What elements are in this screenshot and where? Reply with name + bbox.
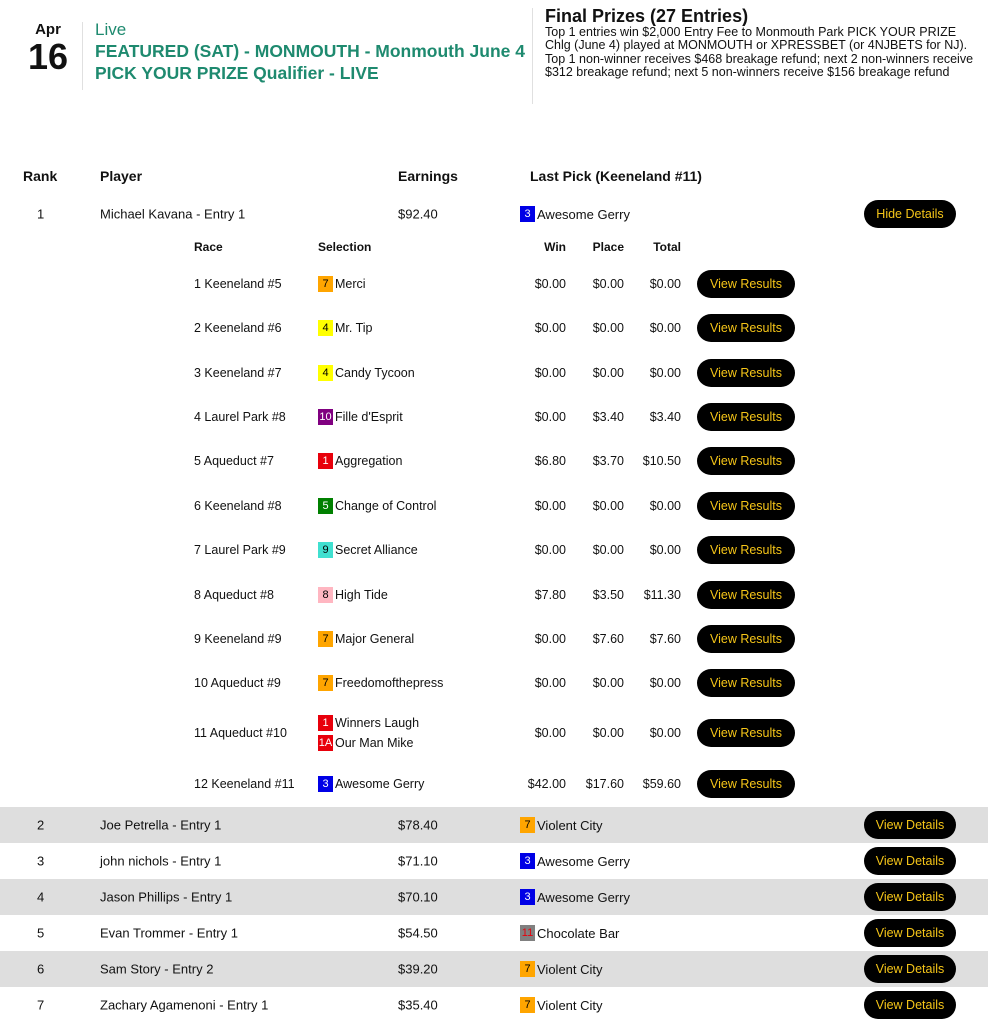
total-cell: $0.00 bbox=[649, 321, 681, 335]
win-cell: $0.00 bbox=[534, 366, 566, 380]
pick-horse-name: Violent City bbox=[537, 817, 603, 833]
race-cell: 12 Keeneland #11 bbox=[194, 777, 295, 791]
race-cell: 5 Aqueduct #7 bbox=[194, 454, 274, 468]
earnings-cell: $39.20 bbox=[398, 961, 438, 977]
place-cell: $0.00 bbox=[592, 277, 624, 291]
selection-cell bbox=[318, 540, 418, 560]
details-row bbox=[0, 707, 988, 759]
rank-cell: 2 bbox=[37, 817, 45, 833]
table-row bbox=[0, 987, 988, 1023]
win-cell: $0.00 bbox=[534, 499, 566, 513]
divider bbox=[82, 22, 83, 90]
view-results-button[interactable]: View Results bbox=[697, 581, 795, 609]
details-row bbox=[0, 619, 988, 659]
selection-cell bbox=[318, 585, 388, 605]
earnings-cell: $92.40 bbox=[398, 206, 438, 222]
win-cell: $0.00 bbox=[534, 277, 566, 291]
selection-line bbox=[318, 585, 388, 605]
total-cell: $7.60 bbox=[649, 632, 681, 646]
player-name: Jason Phillips - Entry 1 bbox=[100, 889, 233, 905]
col-last-pick: Last Pick (Keeneland #11) bbox=[530, 168, 702, 184]
pick-horse-name: Violent City bbox=[537, 961, 603, 977]
saddle-number-badge: 4 bbox=[318, 365, 333, 381]
view-details-button[interactable]: View Details bbox=[864, 919, 956, 947]
details-row bbox=[0, 575, 988, 615]
event-title-block bbox=[95, 20, 525, 84]
table-row bbox=[0, 879, 988, 915]
pick-horse-name: Awesome Gerry bbox=[537, 853, 630, 869]
date-day: 16 bbox=[27, 36, 69, 77]
race-cell: 7 Laurel Park #9 bbox=[194, 543, 286, 557]
view-results-button[interactable]: View Results bbox=[697, 719, 795, 747]
saddle-number-badge: 3 bbox=[520, 889, 535, 905]
view-results-button[interactable]: View Results bbox=[697, 359, 795, 387]
selection-line bbox=[318, 451, 402, 471]
details-row bbox=[0, 663, 988, 703]
win-cell: $0.00 bbox=[534, 676, 566, 690]
hide-details-button[interactable]: Hide Details bbox=[864, 200, 956, 228]
saddle-number-badge: 8 bbox=[318, 587, 333, 603]
details-row bbox=[0, 764, 988, 804]
selection-line bbox=[318, 274, 366, 294]
earnings-cell: $71.10 bbox=[398, 853, 438, 869]
win-cell: $0.00 bbox=[534, 321, 566, 335]
col-rank: Rank bbox=[23, 168, 58, 184]
horse-name: Mr. Tip bbox=[335, 321, 373, 335]
last-pick-cell bbox=[520, 925, 619, 941]
selection-cell bbox=[318, 363, 415, 383]
total-cell: $0.00 bbox=[649, 366, 681, 380]
selection-cell bbox=[318, 451, 402, 471]
place-cell: $0.00 bbox=[592, 366, 624, 380]
view-results-button[interactable]: View Results bbox=[697, 492, 795, 520]
view-details-button[interactable]: View Details bbox=[864, 811, 956, 839]
player-name: john nichols - Entry 1 bbox=[100, 853, 222, 869]
place-cell: $3.50 bbox=[592, 588, 624, 602]
pick-horse-name: Awesome Gerry bbox=[537, 206, 630, 222]
rank-cell: 7 bbox=[37, 997, 45, 1013]
player-name: Zachary Agamenoni - Entry 1 bbox=[100, 997, 269, 1013]
total-cell: $0.00 bbox=[649, 676, 681, 690]
selection-line bbox=[318, 363, 415, 383]
race-cell: 3 Keeneland #7 bbox=[194, 366, 282, 380]
details-header bbox=[0, 240, 988, 256]
total-cell: $0.00 bbox=[649, 543, 681, 557]
race-cell: 11 Aqueduct #10 bbox=[194, 726, 287, 740]
details-col-selection: Selection bbox=[318, 240, 372, 254]
total-cell: $0.00 bbox=[649, 277, 681, 291]
details-row bbox=[0, 308, 988, 348]
last-pick-cell bbox=[520, 853, 630, 869]
race-cell: 1 Keeneland #5 bbox=[194, 277, 282, 291]
view-details-button[interactable]: View Details bbox=[864, 847, 956, 875]
horse-name: High Tide bbox=[335, 588, 388, 602]
pick-horse-name: Chocolate Bar bbox=[537, 925, 620, 941]
view-results-button[interactable]: View Results bbox=[697, 669, 795, 697]
selection-line bbox=[318, 713, 419, 733]
place-cell: $0.00 bbox=[592, 543, 624, 557]
view-results-button[interactable]: View Results bbox=[697, 536, 795, 564]
horse-name: Change of Control bbox=[335, 499, 437, 513]
selection-cell bbox=[318, 496, 436, 516]
selection-cell bbox=[318, 673, 443, 693]
divider bbox=[532, 8, 533, 104]
details-row bbox=[0, 353, 988, 393]
place-cell: $0.00 bbox=[592, 499, 624, 513]
race-cell: 8 Aqueduct #8 bbox=[194, 588, 274, 602]
rank-cell: 3 bbox=[37, 853, 45, 869]
win-cell: $0.00 bbox=[534, 632, 566, 646]
last-pick-cell bbox=[520, 206, 630, 222]
horse-name: Winners Laugh bbox=[335, 716, 420, 730]
event-title: FEATURED (SAT) - MONMOUTH - Monmouth June 4 PICK YOUR PRIZE Qualifier - LIVE bbox=[95, 41, 525, 83]
details-row bbox=[0, 264, 988, 304]
horse-name: Merci bbox=[335, 277, 366, 291]
horse-name: Major General bbox=[335, 632, 415, 646]
saddle-number-badge: 10 bbox=[319, 411, 332, 423]
place-cell: $0.00 bbox=[592, 726, 624, 740]
saddle-number-badge: 7 bbox=[318, 675, 333, 691]
details-row bbox=[0, 530, 988, 570]
race-cell: 6 Keeneland #8 bbox=[194, 499, 282, 513]
details-row bbox=[0, 397, 988, 437]
col-earnings: Earnings bbox=[398, 168, 458, 184]
total-cell: $10.50 bbox=[642, 454, 681, 468]
status-label: Live bbox=[95, 20, 127, 39]
player-name: Michael Kavana - Entry 1 bbox=[100, 206, 246, 222]
view-details-button[interactable]: View Details bbox=[864, 991, 956, 1019]
win-cell: $42.00 bbox=[527, 777, 566, 791]
win-cell: $7.80 bbox=[534, 588, 566, 602]
leaderboard-header bbox=[0, 168, 988, 188]
col-player: Player bbox=[100, 168, 143, 184]
view-results-button[interactable]: View Results bbox=[697, 625, 795, 653]
horse-name: Secret Alliance bbox=[335, 543, 418, 557]
selection-line bbox=[318, 774, 424, 794]
table-row bbox=[0, 199, 988, 229]
selection-line bbox=[318, 496, 436, 516]
view-details-button[interactable]: View Details bbox=[864, 955, 956, 983]
saddle-number-badge: 1 bbox=[318, 715, 333, 731]
saddle-number-badge: 3 bbox=[520, 206, 535, 222]
details-row bbox=[0, 486, 988, 526]
total-cell: $3.40 bbox=[649, 410, 681, 424]
rank-cell: 6 bbox=[37, 961, 45, 977]
details-col-total: Total bbox=[653, 240, 681, 254]
prizes-block bbox=[545, 6, 980, 80]
saddle-number-badge: 1 bbox=[318, 453, 333, 469]
pick-horse-name: Awesome Gerry bbox=[537, 889, 630, 905]
view-results-button[interactable]: View Results bbox=[697, 270, 795, 298]
player-name: Joe Petrella - Entry 1 bbox=[100, 817, 222, 833]
saddle-number-badge: 7 bbox=[318, 276, 333, 292]
player-name: Evan Trommer - Entry 1 bbox=[100, 925, 238, 941]
saddle-number-badge: 7 bbox=[318, 631, 333, 647]
prizes-text: Top 1 entries win $2,000 Entry Fee to Monmouth Park PICK YOUR PRIZE Chlg (June 4) played at MONMOUTH or XPRESSBET (or 4NJBETS for NJ). Top 1 non-winner receives $468 breakage refund; next 2 non-winners receive $312 breakage refund; next 5 non-winners receive $156 breakage refund bbox=[545, 25, 974, 80]
saddle-number-badge: 7 bbox=[520, 817, 535, 833]
place-cell: $7.60 bbox=[592, 632, 624, 646]
table-row bbox=[0, 915, 988, 951]
details-row bbox=[0, 441, 988, 481]
rank-cell: 4 bbox=[37, 889, 45, 905]
view-results-button[interactable]: View Results bbox=[697, 770, 795, 798]
view-results-button[interactable]: View Results bbox=[697, 447, 795, 475]
race-cell: 2 Keeneland #6 bbox=[194, 321, 282, 335]
selection-line bbox=[318, 629, 414, 649]
last-pick-cell bbox=[520, 817, 603, 833]
selection-cell bbox=[318, 629, 414, 649]
saddle-number-badge: 7 bbox=[520, 961, 535, 977]
horse-name: Freedomofthepress bbox=[335, 676, 444, 690]
win-cell: $0.00 bbox=[534, 543, 566, 557]
horse-name: Our Man Mike bbox=[335, 736, 414, 750]
place-cell: $0.00 bbox=[592, 676, 624, 690]
view-results-button[interactable]: View Results bbox=[697, 314, 795, 342]
table-row bbox=[0, 951, 988, 987]
saddle-number-badge: 1A bbox=[318, 737, 333, 749]
saddle-number-badge: 3 bbox=[318, 776, 333, 792]
horse-name: Candy Tycoon bbox=[335, 366, 415, 380]
details-col-race: Race bbox=[194, 240, 223, 254]
selection-line bbox=[318, 540, 418, 560]
date-month: Apr bbox=[35, 21, 61, 38]
details-col-win: Win bbox=[544, 240, 566, 254]
selection-line bbox=[318, 407, 403, 427]
total-cell: $0.00 bbox=[649, 726, 681, 740]
selection-line bbox=[318, 318, 373, 338]
selection-line bbox=[318, 733, 419, 753]
view-results-button[interactable]: View Results bbox=[697, 403, 795, 431]
saddle-number-badge: 5 bbox=[318, 498, 333, 514]
rank-cell: 5 bbox=[37, 925, 45, 941]
table-row bbox=[0, 843, 988, 879]
total-cell: $11.30 bbox=[643, 588, 681, 602]
win-cell: $0.00 bbox=[534, 410, 566, 424]
horse-name: Fille d'Esprit bbox=[335, 410, 403, 424]
race-cell: 9 Keeneland #9 bbox=[194, 632, 282, 646]
total-cell: $59.60 bbox=[642, 777, 681, 791]
place-cell: $0.00 bbox=[592, 321, 624, 335]
earnings-cell: $35.40 bbox=[398, 997, 438, 1013]
place-cell: $3.40 bbox=[592, 410, 624, 424]
player-name: Sam Story - Entry 2 bbox=[100, 961, 214, 977]
selection-line bbox=[318, 673, 443, 693]
place-cell: $3.70 bbox=[592, 454, 624, 468]
place-cell: $17.60 bbox=[585, 777, 624, 791]
selection-cell bbox=[318, 274, 366, 294]
win-cell: $0.00 bbox=[534, 726, 566, 740]
table-row bbox=[0, 807, 988, 843]
details-col-place: Place bbox=[592, 240, 624, 254]
selection-cell bbox=[318, 774, 424, 794]
saddle-number-badge: 11 bbox=[521, 927, 534, 939]
event-date bbox=[22, 22, 74, 76]
saddle-number-badge: 7 bbox=[520, 997, 535, 1013]
selection-cell bbox=[318, 318, 373, 338]
pick-horse-name: Violent City bbox=[537, 997, 603, 1013]
horse-name: Awesome Gerry bbox=[335, 777, 425, 791]
prizes-title: Final Prizes (27 Entries) bbox=[545, 6, 749, 26]
saddle-number-badge: 9 bbox=[318, 542, 333, 558]
saddle-number-badge: 4 bbox=[318, 320, 333, 336]
saddle-number-badge: 3 bbox=[520, 853, 535, 869]
race-cell: 4 Laurel Park #8 bbox=[194, 410, 286, 424]
horse-name: Aggregation bbox=[335, 454, 403, 468]
rank-cell: 1 bbox=[37, 206, 45, 222]
selection-cell bbox=[318, 713, 419, 753]
last-pick-cell bbox=[520, 889, 630, 905]
earnings-cell: $78.40 bbox=[398, 817, 438, 833]
win-cell: $6.80 bbox=[534, 454, 566, 468]
earnings-cell: $70.10 bbox=[398, 889, 438, 905]
earnings-cell: $54.50 bbox=[398, 925, 438, 941]
race-cell: 10 Aqueduct #9 bbox=[194, 676, 281, 690]
total-cell: $0.00 bbox=[649, 499, 681, 513]
last-pick-cell bbox=[520, 997, 603, 1013]
view-details-button[interactable]: View Details bbox=[864, 883, 956, 911]
last-pick-cell bbox=[520, 961, 603, 977]
selection-cell bbox=[318, 407, 403, 427]
